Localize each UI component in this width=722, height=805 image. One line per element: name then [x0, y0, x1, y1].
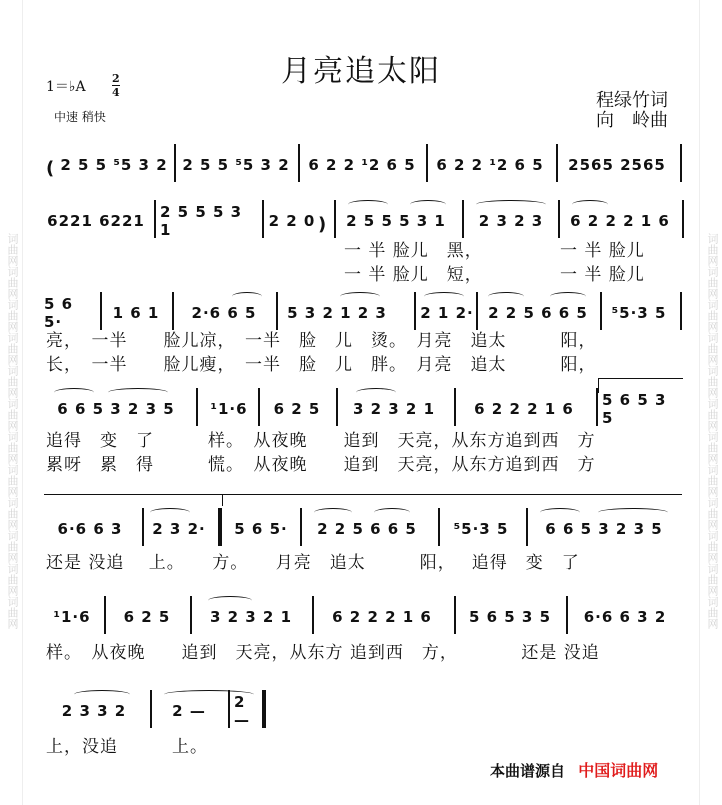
- barline: [228, 690, 230, 728]
- source-label: 本曲谱源自: [490, 762, 566, 780]
- lyric: 一 半 脸儿: [560, 241, 645, 261]
- lyric: 一 半 脸儿 黑，: [344, 241, 483, 261]
- barline: [476, 292, 478, 330]
- lyric: 一 半 脸儿: [560, 265, 645, 285]
- measure: 6221 6221: [47, 212, 145, 230]
- measure: 2 5 5 ⁵5 3 2: [182, 156, 290, 174]
- barline: [298, 144, 300, 182]
- barline: [462, 200, 464, 238]
- measure: 2565 2565: [568, 156, 666, 174]
- barline: [600, 292, 602, 330]
- measure: 6 2 2 2 1 6: [474, 400, 574, 418]
- barline: [426, 144, 428, 182]
- barline: [172, 292, 174, 330]
- barline: [334, 200, 336, 238]
- watermark-right: 词曲网词曲网词曲网词曲网词曲网词曲网词曲网词曲网词曲网词曲网词曲网词曲网: [699, 0, 722, 805]
- measure: 2 1 2·: [420, 304, 474, 322]
- measure: 6 2 5: [123, 608, 171, 626]
- barline: [682, 200, 684, 238]
- barline: [414, 292, 416, 330]
- measure: ⁵5·3 5: [453, 520, 509, 538]
- measure: 5 3 2 1 2 3: [287, 304, 387, 322]
- lyric: 累呀 累 得 慌。 从夜晚 追到 天亮，从东方追到西 方: [46, 455, 596, 475]
- measure: 6 2 2 ¹2 6 5: [436, 156, 544, 174]
- measure: 2·6 6 5: [191, 304, 257, 322]
- barline: [262, 200, 264, 238]
- tempo-marking: 中速 稍快: [54, 110, 106, 124]
- lyric-line-6: [0, 450, 722, 474]
- open-paren: (: [46, 158, 55, 179]
- barline: [556, 144, 558, 182]
- lyric: 还是 没追 上。 方。 月亮 追太 阳， 追得 变 了: [46, 553, 580, 573]
- lyric: 样。 从夜晚 追到 天亮，从东方 追到西 方， 还是 没追: [46, 643, 600, 663]
- staff-row-7: [0, 690, 722, 730]
- measure: 2 3 2·: [152, 520, 206, 538]
- measure: 3 2 3 2 1: [209, 608, 293, 626]
- measure: 2 2 5 6 6 5: [317, 520, 417, 538]
- barline: [100, 292, 102, 330]
- barline: [336, 388, 338, 426]
- measure: 5 6 5 3 5: [468, 608, 552, 626]
- measure: 2 5 5 5 3 1: [346, 212, 446, 230]
- barline: [680, 292, 682, 330]
- lyric-line-8: [0, 638, 722, 662]
- barline: [196, 388, 198, 426]
- measure: 2 —: [172, 702, 206, 720]
- measure: ¹1·6: [53, 608, 91, 626]
- lyric: 上，没追 上。: [46, 737, 208, 757]
- meter-top: 2: [112, 72, 120, 85]
- source-footer: [490, 758, 658, 781]
- measure: 6·6 6 3 2: [583, 608, 667, 626]
- measure: 5 6 5·: [234, 520, 288, 538]
- lyric-line-3: [0, 326, 722, 350]
- staff-row-5: [0, 508, 722, 548]
- staff-row-1: [0, 144, 722, 184]
- lyric-line-2: [0, 260, 722, 284]
- measure: 5 6 5 3 5: [602, 391, 667, 427]
- staff-row-4: [0, 388, 722, 428]
- barline: [596, 388, 598, 426]
- measure: 6 2 5: [273, 400, 321, 418]
- measure: 5 6 5·: [44, 295, 74, 331]
- measure: 3 2 3 2 1: [352, 400, 436, 418]
- barline: [312, 596, 314, 634]
- barline: [680, 144, 682, 182]
- barline: [190, 596, 192, 634]
- key-signature: 1＝♭A: [46, 79, 86, 95]
- lyric-line-7: [0, 548, 722, 572]
- staff-row-2: [0, 200, 722, 240]
- watermark-left: 词曲网词曲网词曲网词曲网词曲网词曲网词曲网词曲网词曲网词曲网词曲网词曲网: [0, 0, 23, 805]
- measure: 2 2 5 6 6 5: [488, 304, 588, 322]
- measure: 6·6 6 3: [57, 520, 123, 538]
- measure: 6 6 5 3 2 3 5: [545, 520, 663, 538]
- barline: [154, 200, 156, 238]
- barline: [104, 596, 106, 634]
- barline: [566, 596, 568, 634]
- song-title: 月亮追太阳: [281, 54, 441, 89]
- measure: 2 5 5 5 3 1: [160, 203, 243, 239]
- measure: 6 6 5 3 2 3 5: [57, 400, 175, 418]
- barline: [438, 508, 440, 546]
- barline: [142, 508, 144, 546]
- measure: 2 —: [234, 693, 250, 729]
- barline: [258, 388, 260, 426]
- barline: [454, 596, 456, 634]
- lyric: 一 半 脸儿 短，: [344, 265, 483, 285]
- measure: 2 3 3 2: [61, 702, 127, 720]
- staff-row-6: [0, 596, 722, 636]
- lyric-line-4: [0, 350, 722, 374]
- measure: 6 2 2 2 1 6: [332, 608, 432, 626]
- repeat-barline: [218, 508, 222, 546]
- barline: [558, 200, 560, 238]
- barline: [150, 690, 152, 728]
- barline: [454, 388, 456, 426]
- measure: 6 2 2 ¹2 6 5: [308, 156, 416, 174]
- volta-line: [44, 494, 682, 509]
- final-barline: [262, 690, 266, 728]
- measure: ⁵5·3 5: [611, 304, 667, 322]
- barline: [300, 508, 302, 546]
- measure: 1 6 1: [112, 304, 160, 322]
- lyric: 追得 变 了 样。 从夜晚 追到 天亮，从东方追到西 方: [46, 431, 596, 451]
- measure: ¹1·6: [210, 400, 248, 418]
- lyricist-credit: 程绿竹词: [596, 90, 668, 111]
- measure: 2 5 5 ⁵5 3 2: [60, 156, 168, 174]
- lyric-line-9: [0, 732, 722, 756]
- barline: [174, 144, 176, 182]
- volta-bracket-2: [222, 494, 231, 506]
- lyric-line-1: [0, 236, 722, 260]
- measure: 2 3 2 3: [478, 212, 544, 230]
- barline: [526, 508, 528, 546]
- barline: [276, 292, 278, 330]
- lyric-line-5: [0, 426, 722, 450]
- site-link[interactable]: 中国词曲网: [578, 761, 659, 780]
- time-signature: [112, 72, 120, 99]
- lyric: 长， 一半 脸儿瘦， 一半 脸 儿 胖。 月亮 追太 阳，: [46, 355, 597, 375]
- measure: 6 2 2 2 1 6: [570, 212, 670, 230]
- meter-bottom: 4: [112, 86, 120, 99]
- measure: 2 2 0: [268, 212, 316, 230]
- lyric: 亮， 一半 脸儿凉， 一半 脸 儿 烫。 月亮 追太 阳，: [46, 331, 597, 351]
- composer-credit: 向 岭曲: [596, 110, 668, 131]
- close-paren: ): [318, 214, 327, 235]
